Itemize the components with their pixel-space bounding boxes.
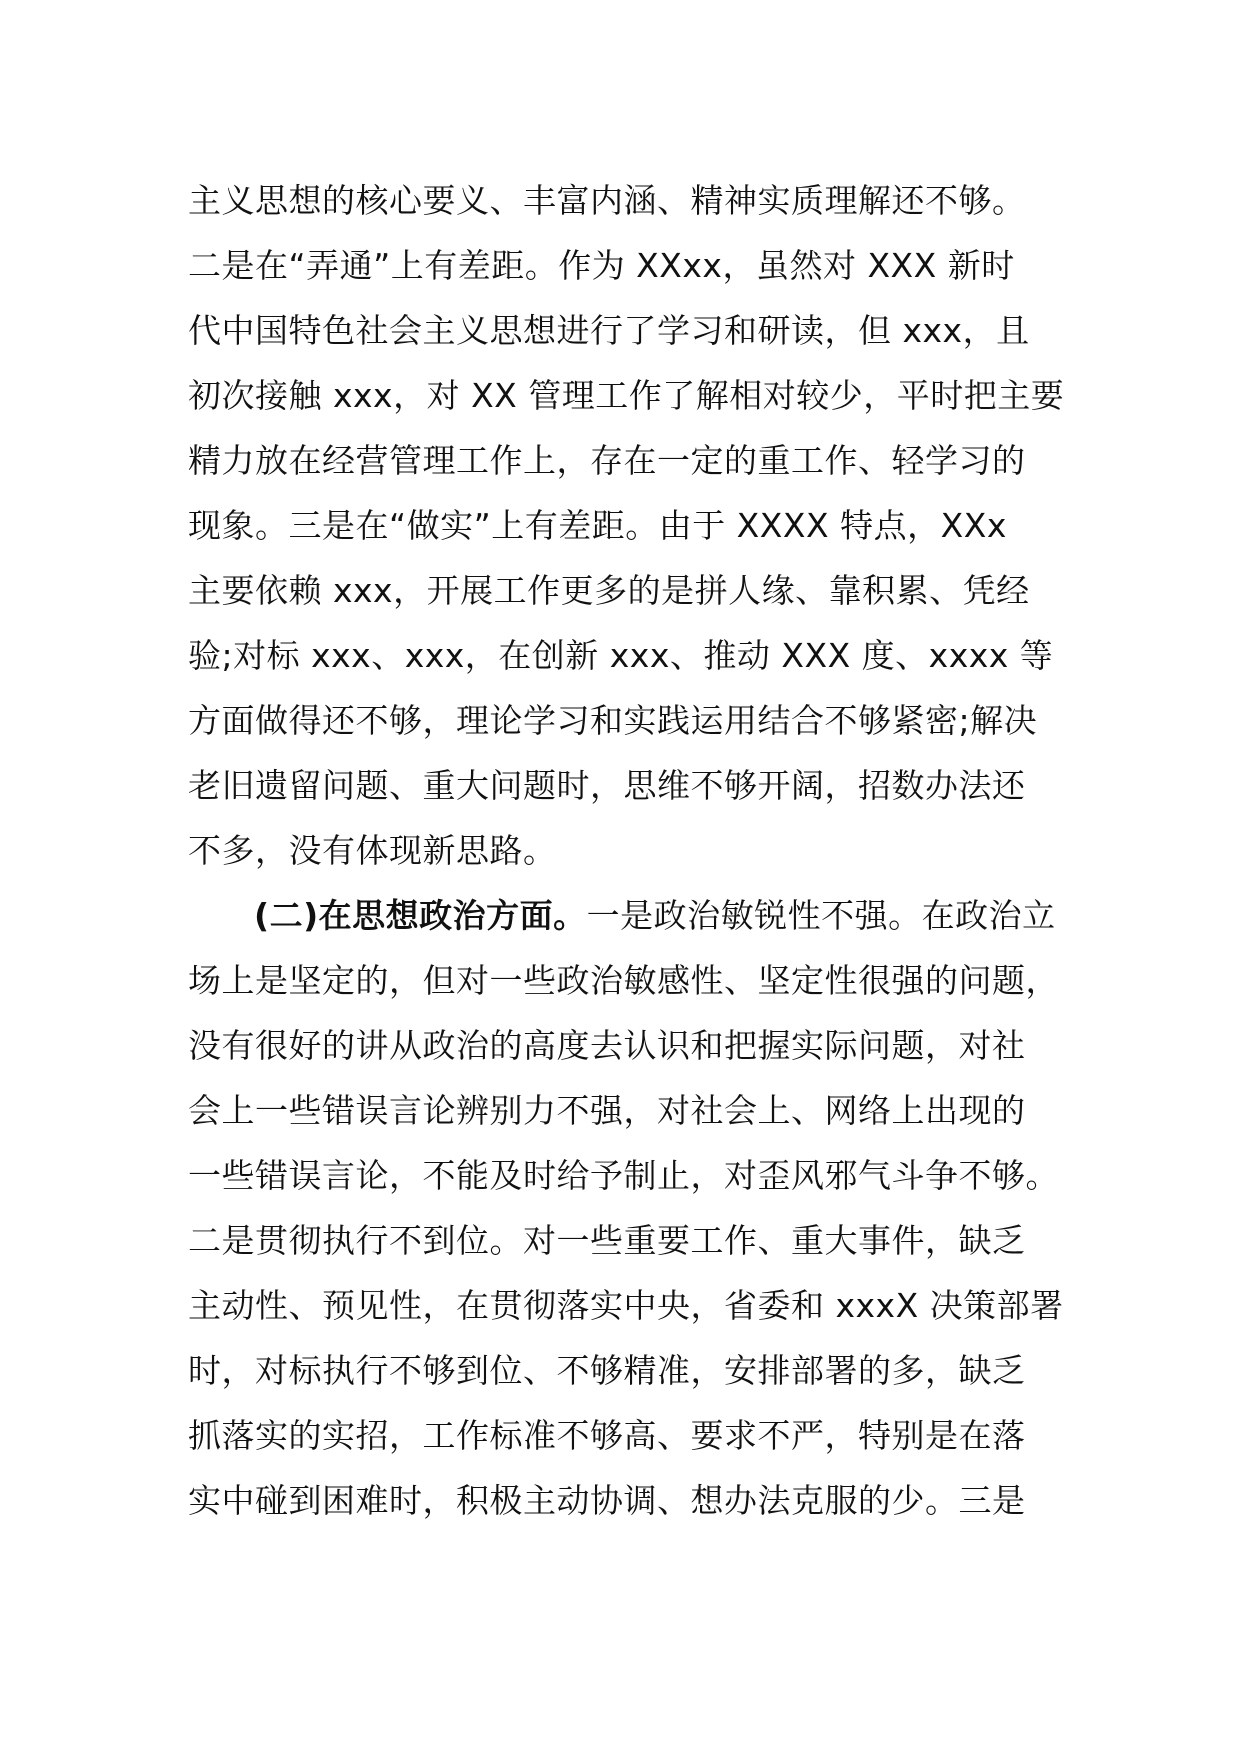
text-line: 初次接触 xxx，对 XX 管理工作了解相对较少，平时把主要 — [188, 376, 1065, 415]
text-run: 一是政治敏锐性不强。在政治立 — [586, 896, 1056, 935]
text-line: 实中碰到困难时，积极主动协调、想办法克服的少。三是 — [188, 1481, 1026, 1520]
paragraph-2 — [188, 883, 1068, 1533]
text-line: 会上一些错误言论辨别力不强，对社会上、网络上出现的 — [188, 1091, 1026, 1130]
text-line: 抓落实的实招，工作标准不够高、要求不严，特别是在落 — [188, 1416, 1026, 1455]
section-heading: (二)在思想政治方面。 — [254, 896, 587, 935]
text-line: 一些错误言论，不能及时给予制止，对歪风邪气斗争不够。 — [188, 1156, 1059, 1195]
text-line: 不多，没有体现新思路。 — [188, 831, 557, 870]
text-line: 场上是坚定的，但对一些政治敏感性、坚定性很强的问题， — [188, 961, 1059, 1000]
text-line: 没有很好的讲从政治的高度去认识和把握实际问题，对社 — [188, 1026, 1026, 1065]
text-line: 验;对标 xxx、xxx，在创新 xxx、推动 XXX 度、xxxx 等 — [188, 636, 1054, 675]
text-line: 主义思想的核心要义、丰富内涵、精神实质理解还不够。 — [188, 181, 1026, 220]
text-line: 方面做得还不够，理论学习和实践运用结合不够紧密;解决 — [188, 701, 1038, 740]
text-line: 精力放在经营管理工作上，存在一定的重工作、轻学习的 — [188, 441, 1026, 480]
text-line: 时，对标执行不够到位、不够精准，安排部署的多，缺乏 — [188, 1351, 1026, 1390]
text-line: 代中国特色社会主义思想进行了学习和研读，但 xxx，且 — [188, 311, 1030, 350]
paragraph-2-first-line — [188, 883, 1068, 948]
text-line: 老旧遗留问题、重大问题时，思维不够开阔，招数办法还 — [188, 766, 1026, 805]
text-line: 主动性、预见性，在贯彻落实中央，省委和 xxxX 决策部署 — [188, 1286, 1064, 1325]
text-line: 二是在“弄通”上有差距。作为 XXxx，虽然对 XXX 新时 — [188, 246, 1015, 285]
paragraph-1 — [188, 168, 1068, 883]
text-line: 现象。三是在“做实”上有差距。由于 XXXX 特点，XXx — [188, 506, 1007, 545]
text-line: 主要依赖 xxx，开展工作更多的是拼人缘、靠积累、凭经 — [188, 571, 1030, 610]
document-body — [188, 168, 1068, 1533]
text-line: 二是贯彻执行不到位。对一些重要工作、重大事件，缺乏 — [188, 1221, 1026, 1260]
